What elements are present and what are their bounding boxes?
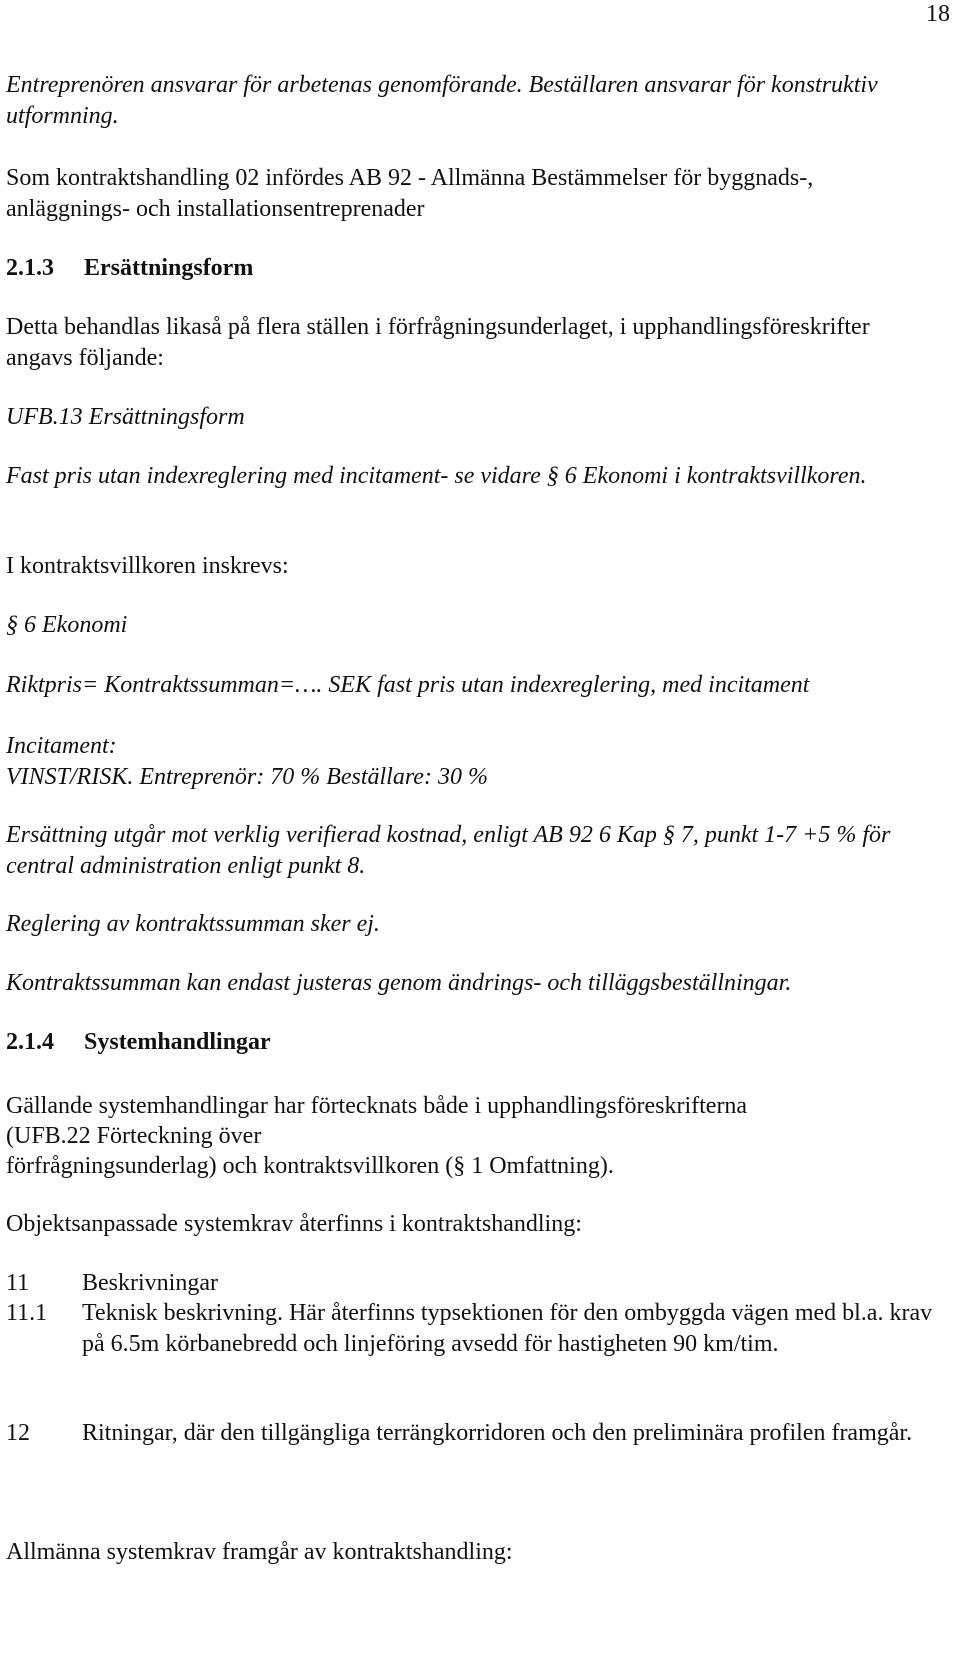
paragraph-contract-document: Som kontraktshandling 02 infördes AB 92 - Allmänna Bestämmelser för byggnads-, anläggnings- och installationsentreprenader	[6, 165, 814, 222]
paragraph-ufb13: UFB.13 Ersättningsform	[6, 404, 245, 430]
section-title: Ersättningsform	[84, 255, 254, 281]
paragraph-profit-risk: VINST/RISK. Entreprenör: 70 % Beställare: 30 %	[6, 764, 488, 790]
paragraph-incentive-label: Incitament:	[6, 733, 117, 759]
paragraph-adjustment: Kontraktssumman kan endast justeras genom ändrings- och tilläggsbeställningar.	[6, 970, 792, 996]
list-item-text: Ritningar, där den tillgängliga terrängkorridoren och den preliminära profilen framgår.	[82, 1420, 913, 1446]
paragraph-target-price: Riktpris= Kontraktssumman=…. SEK fast pris utan indexreglering, med incitament	[6, 672, 810, 698]
paragraph-system-docs-line-2: (UFB.22 Förteckning över	[6, 1123, 262, 1149]
paragraph-economy-section: § 6 Ekonomi	[6, 612, 128, 638]
paragraph-no-regulation: Reglering av kontraktssumman sker ej.	[6, 911, 380, 937]
section-number: 2.1.4	[6, 1029, 54, 1055]
paragraph-compensation: Ersättning utgår mot verklig verifierad kostnad, enligt AB 92 6 Kap § 7, punkt 1-7 +5 % för central administration enligt punkt 8.	[6, 822, 891, 879]
paragraph-object-requirements: Objektsanpassade systemkrav återfinns i kontraktshandling:	[6, 1211, 582, 1237]
section-heading-ersattningsform	[6, 253, 253, 284]
paragraph-system-docs-line-1: Gällande systemhandlingar har förtecknats både i upphandlingsföreskrifterna	[6, 1093, 748, 1119]
section-heading-systemhandlingar	[6, 1027, 271, 1058]
list-item-text: Teknisk beskrivning. Här återfinns typsektionen för den ombyggda vägen med bl.a. krav på 6.5m körbanebredd och linjeföring avsedd för hastigheten 90 km/tim.	[82, 1300, 933, 1357]
paragraph-responsibility: Entreprenören ansvarar för arbetenas genomförande. Beställaren ansvarar för konstruktiv utformning.	[6, 72, 878, 129]
paragraph-contract-terms-intro: I kontraktsvillkoren inskrevs:	[6, 553, 289, 579]
paragraph-system-docs-line-3: förfrågningsunderlag) och kontraktsvillkoren (§ 1 Omfattning).	[6, 1153, 614, 1179]
list-item-number: 11.1	[6, 1300, 48, 1326]
paragraph-fixed-price: Fast pris utan indexreglering med incitament- se vidare § 6 Ekonomi i kontraktsvillkoren.	[6, 463, 867, 489]
list-item-text: Beskrivningar	[82, 1270, 218, 1296]
list-item-number: 12	[6, 1420, 30, 1446]
paragraph-general-requirements: Allmänna systemkrav framgår av kontraktshandling:	[6, 1539, 513, 1565]
list-item-number: 11	[6, 1270, 30, 1296]
page-number: 18	[926, 1, 950, 27]
section-title: Systemhandlingar	[84, 1029, 271, 1055]
paragraph-procurement-note: Detta behandlas likaså på flera ställen i förfrågningsunderlaget, i upphandlingsföreskrifter angavs följande:	[6, 314, 870, 371]
section-number: 2.1.3	[6, 255, 54, 281]
